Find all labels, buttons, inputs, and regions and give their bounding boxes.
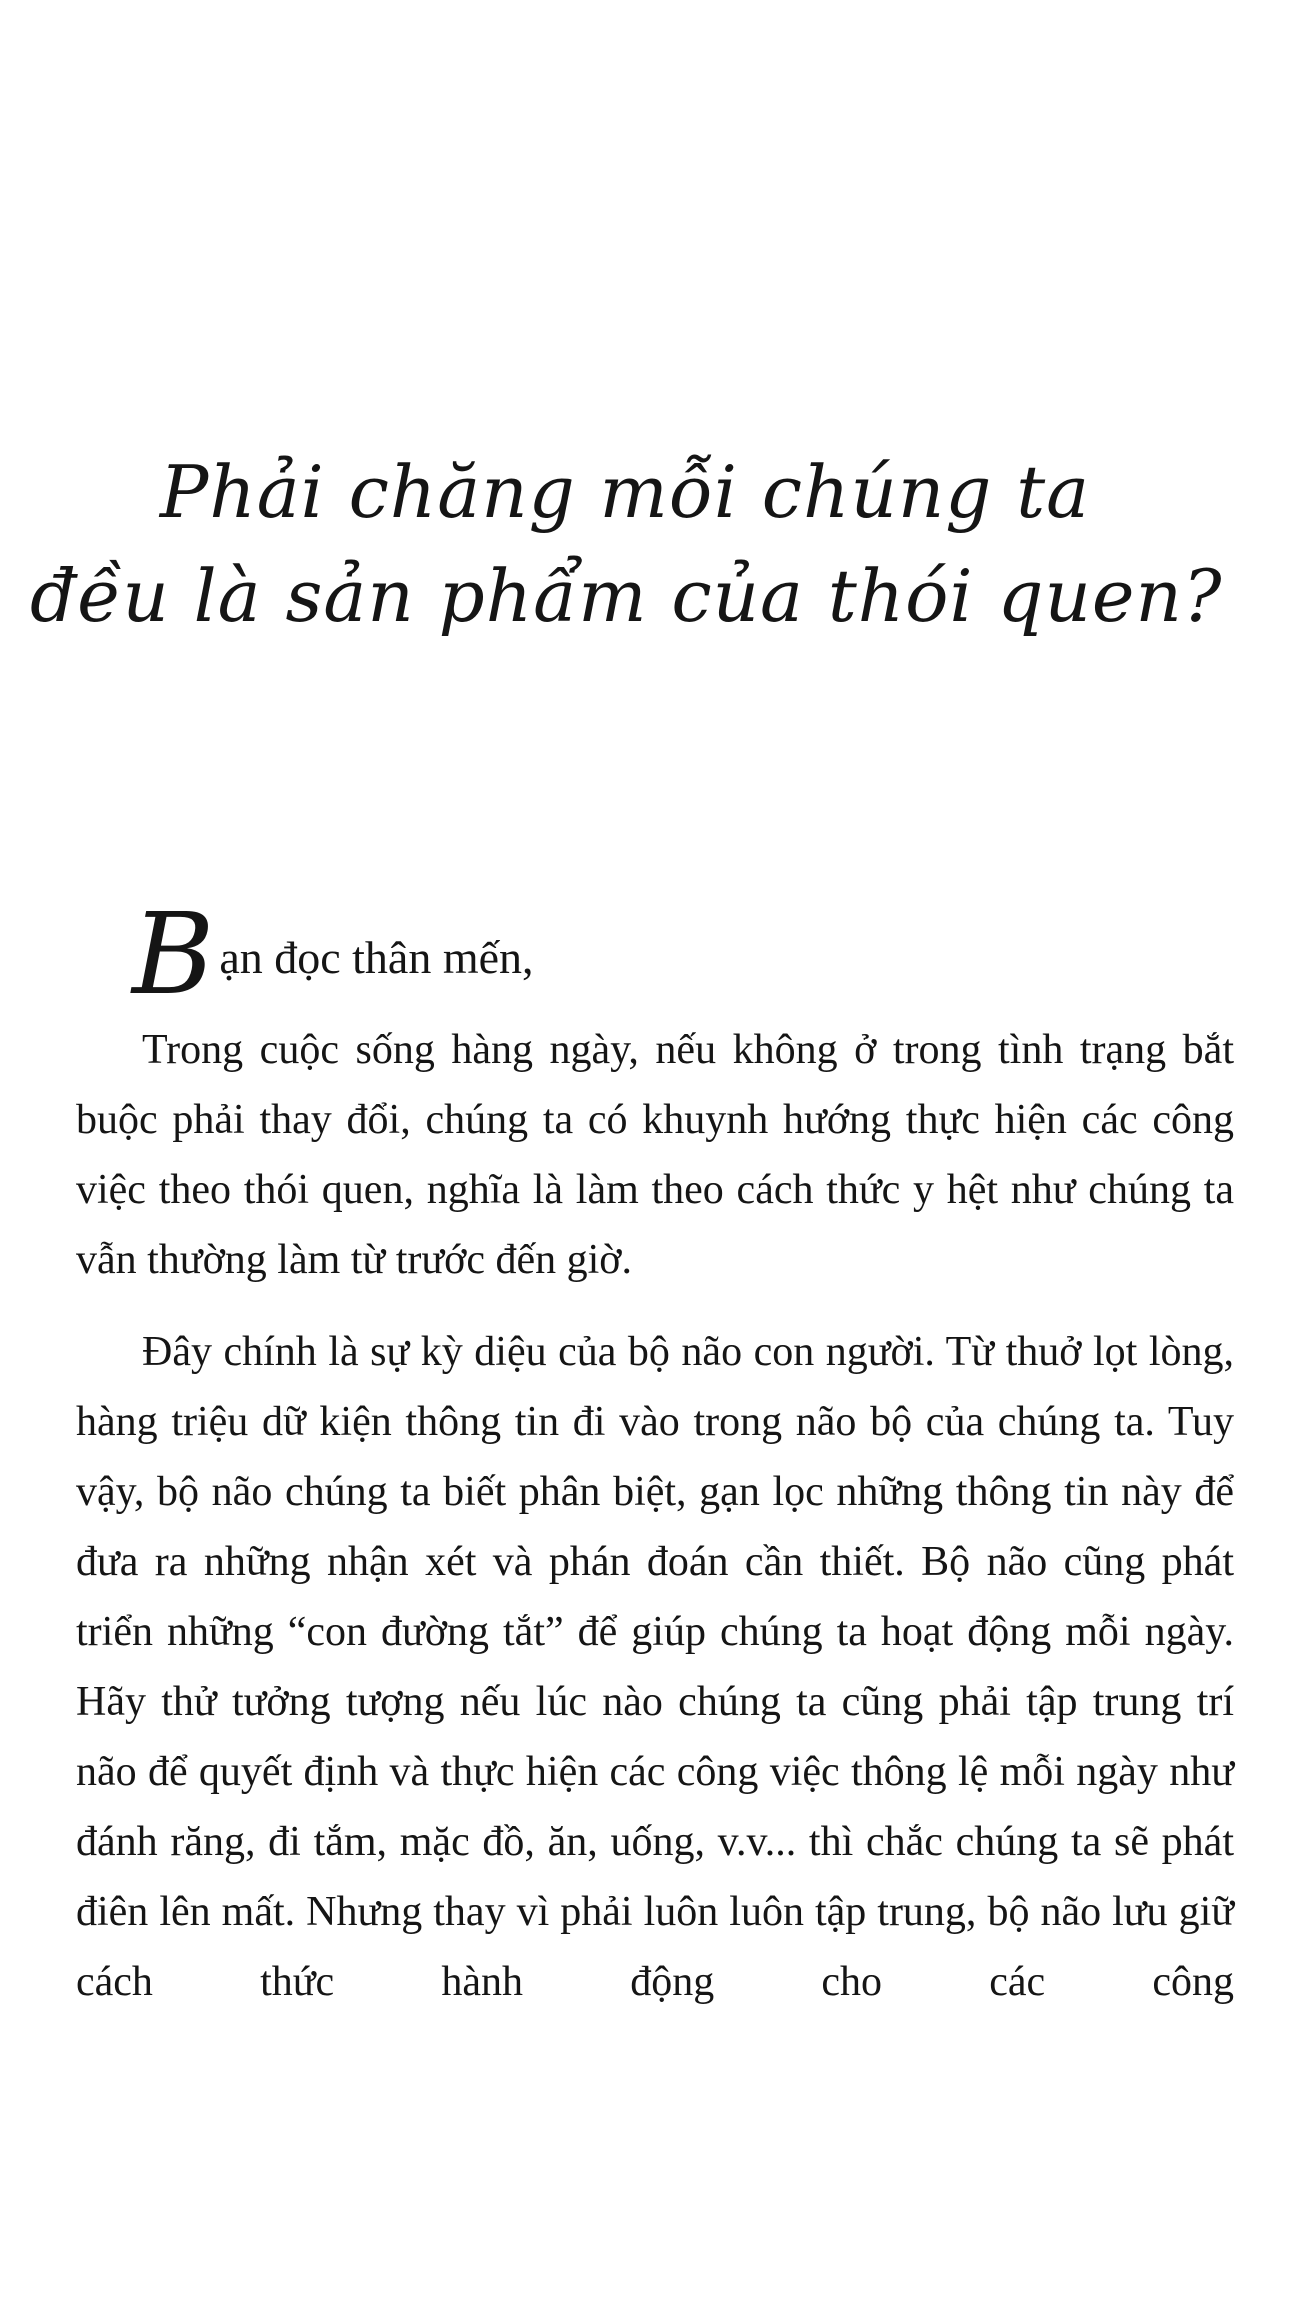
chapter-title-line-2: đều là sản phẩm của thói quen?	[30, 554, 1223, 638]
salutation-dropcap: B	[132, 890, 215, 1020]
paragraph-2: Đây chính là sự kỳ diệu của bộ não con người. Từ thuở lọt lòng, hàng triệu dữ kiện thông tin đi vào trong não bộ của chúng ta. Tuy vậy, bộ não chúng ta biết phân biệt, gạn lọc những thông tin này để đưa ra những nhận xét và phán đoán cần thiết. Bộ não cũng phát triển những “con đường tắt” để giúp chúng ta hoạt động mỗi ngày. Hãy thử tưởng tượng nếu lúc nào chúng ta cũng phải tập trung trí não để quyết định và thực hiện các công việc thông lệ mỗi ngày như đánh răng, đi tắm, mặc đồ, ăn, uống, v.v... thì chắc chúng ta sẽ phát điên lên mất. Nhưng thay vì phải luôn luôn tập trung, bộ não lưu giữ cách thức hành động cho các công	[76, 1329, 1234, 2005]
salutation-text: ạn đọc thân mến,	[219, 932, 534, 983]
chapter-title-line-1: Phải chăng mỗi chúng ta	[159, 450, 1091, 534]
salutation-line	[76, 890, 1234, 1020]
paragraph-1: Trong cuộc sống hàng ngày, nếu không ở trong tình trạng bắt buộc phải thay đổi, chúng ta có khuynh hướng thực hiện các công việc theo thói quen, nghĩa là làm theo cách thức y hệt như chúng ta vẫn thường làm từ trước đến giờ.	[76, 1027, 1234, 1283]
chapter-title	[30, 440, 1223, 648]
page-body-text	[76, 890, 1234, 2017]
